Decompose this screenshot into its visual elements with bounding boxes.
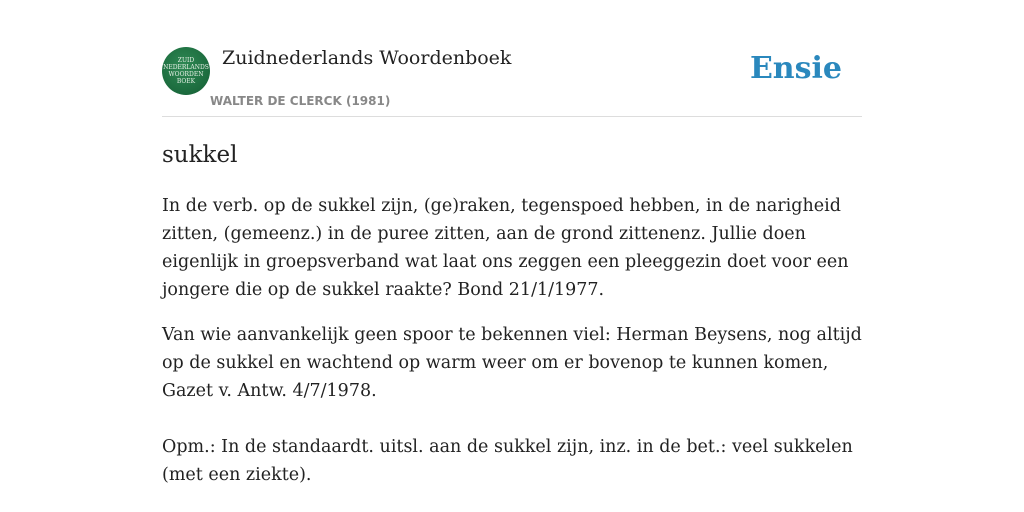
entry-paragraph: Van wie aanvankelijk geen spoor te bekennen viel: Herman Beysens, nog altijd op de sukkel en wachtend op warm weer om er bovenop te kunnen komen, Gazet v. Antw. 4/7/1978. (162, 325, 862, 401)
logo-text-line: BOEK (176, 78, 196, 85)
entry-paragraph: In de verb. op de sukkel zijn, (ge)raken, tegenspoed hebben, in de narigheid zitten, (gemeenz.) in de puree zitten, aan de grond zittenenz. Jullie doen eigenlijk in groepsverband wat laat ons zeggen een pleeggezin doet voor een jongere die op de sukkel raakte? Bond 21/1/1977. (162, 196, 849, 300)
book-cover-logo[interactable] (162, 47, 210, 95)
entry-content (162, 136, 862, 489)
entry-headword: sukkel (162, 142, 238, 168)
ensie-logo-link[interactable]: Ensie (749, 51, 842, 86)
logo-text-line: NEDERLANDS (163, 64, 209, 71)
book-author: WALTER DE CLERCK (1981) (210, 94, 391, 108)
logo-text-line: WOORDEN (168, 71, 204, 78)
entry-note: Opm.: In de standaardt. uitsl. aan de sukkel zijn, inz. in de bet.: veel sukkelen (met een ziekte). (162, 437, 853, 485)
page-header (162, 46, 862, 117)
logo-text-line: ZUID (177, 57, 195, 64)
book-title-link[interactable]: Zuidnederlands Woordenboek (222, 47, 512, 69)
